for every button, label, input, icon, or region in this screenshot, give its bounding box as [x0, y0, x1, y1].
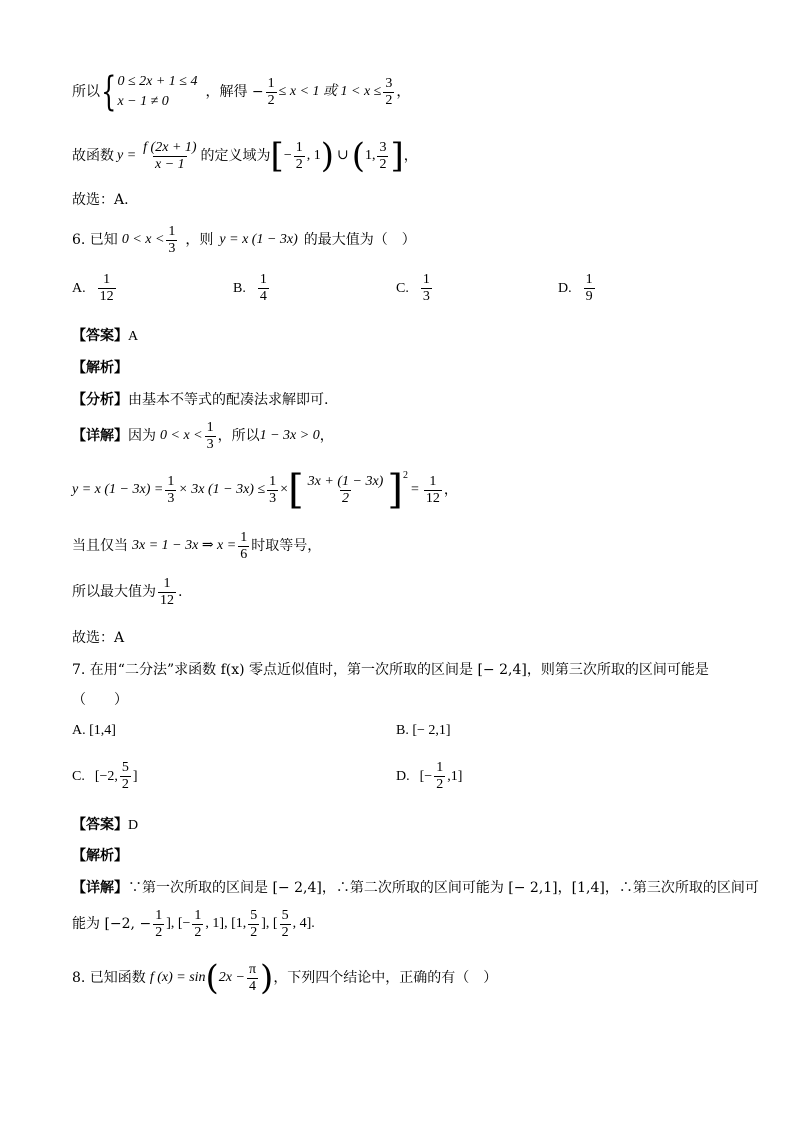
fraction: $\frac{\pi}{4}$: [248, 961, 257, 994]
detail-tag: 【详解】: [72, 428, 128, 444]
fraction: $\frac{1}{3}$: [422, 272, 430, 304]
text: 0 < x <: [160, 428, 203, 443]
answer-tag: 【答案】: [72, 328, 128, 344]
text: ≤ x < 1 或 1 < x ≤: [278, 84, 382, 99]
option-d[interactable]: [396, 760, 462, 793]
fraction: $\frac{1}{3}$: [269, 473, 277, 506]
bracket: ): [260, 958, 274, 998]
detail-7-line-2: [72, 904, 734, 944]
text: ，所以: [217, 428, 260, 444]
fraction: $\frac{1}{4}$: [259, 272, 267, 304]
text: 所以最大值为: [72, 584, 156, 600]
text: 8. 已知函数: [72, 970, 146, 986]
text: −: [283, 148, 292, 163]
text: ], [−: [166, 916, 191, 931]
bracket: ]: [390, 136, 404, 176]
text: , 4].: [292, 916, 315, 931]
option-c[interactable]: [72, 760, 138, 793]
text: 当且仅当: [72, 538, 128, 554]
text: 故函数: [72, 148, 114, 164]
system-row-2: x − 1 ≠ 0: [117, 94, 169, 109]
text: , 1: [306, 148, 321, 163]
system-row-1: 0 ≤ 2x + 1 ≤ 4: [117, 74, 198, 89]
option-label: C.: [396, 280, 409, 296]
text: 时取等号，: [251, 538, 322, 554]
fraction: $\frac{1}{3}$: [168, 223, 176, 256]
solution-line-system: [72, 70, 734, 114]
text: × 3x (1 − 3x) ≤: [178, 482, 266, 497]
option-label: B.: [233, 280, 246, 296]
text: ×: [280, 482, 289, 497]
text: y = x (1 − 3x) =: [72, 482, 164, 497]
fraction: $\frac{3}{2}$: [385, 75, 393, 108]
text: ，: [396, 84, 411, 100]
text: ,1]: [447, 768, 463, 784]
equation-6: [72, 466, 734, 514]
fraction: $\frac{5}{2}$: [281, 907, 289, 940]
max-value-line: [72, 572, 734, 612]
text: ，解得 −: [205, 84, 264, 100]
fraction: $\frac{1}{2}$: [295, 139, 303, 172]
fraction: $\frac{5}{2}$: [250, 907, 258, 940]
option-label: C.: [72, 768, 85, 784]
equality-condition: [72, 526, 734, 566]
fraction: $\frac{1}{2}$: [267, 75, 275, 108]
analysis-heading: 【解析】: [72, 848, 128, 864]
text: [−: [419, 768, 433, 784]
option-c[interactable]: [396, 272, 434, 305]
answer-value: A: [128, 329, 139, 344]
fraction: $\frac{1}{3}$: [167, 473, 175, 506]
selection-line: 故选：A: [72, 630, 125, 646]
fraction: $\frac{1}{2}$: [155, 907, 163, 940]
question-8: [72, 956, 734, 1000]
fraction: $\frac{1}{12}$: [99, 272, 114, 304]
inequality-system: [117, 72, 197, 112]
option-a[interactable]: [72, 272, 118, 305]
fraction: $\frac{3}{2}$: [379, 139, 387, 172]
fraction: $\frac{5}{2}$: [121, 760, 129, 792]
option-b[interactable]: [396, 721, 451, 741]
selection-line: 故选：A.: [72, 192, 129, 208]
bracket: ]: [387, 467, 403, 513]
option-b[interactable]: [233, 272, 271, 305]
analysis-tag: 【分析】: [72, 392, 128, 408]
bracket: (: [351, 136, 365, 176]
fraction: $\frac{1}{2}$: [436, 760, 444, 792]
bracket: [: [288, 467, 304, 513]
detail-6: [72, 416, 734, 456]
text: 1,: [364, 148, 376, 163]
text: 所以: [72, 84, 100, 100]
bracket: ): [320, 136, 334, 176]
text: ，: [443, 482, 458, 498]
text: 的最大值为（ ）: [303, 232, 416, 248]
detail-text: ∵第一次所取的区间是 [− 2,4]，∴第二次所取的区间可能为 [− 2,1]，[1,4]，∴第三次所取的区间可: [128, 880, 759, 896]
answer-value: D: [128, 818, 139, 833]
text: 0 < x <: [121, 232, 165, 247]
bracket: [: [270, 136, 284, 176]
text: 3x = 1 − 3x ⇒ x =: [132, 538, 237, 553]
text: f (x) = sin: [149, 970, 206, 985]
option-label: D.: [396, 768, 410, 784]
option-d[interactable]: [558, 272, 597, 305]
text: 2x −: [218, 970, 245, 985]
answer-7: [72, 815, 734, 836]
analysis-text: 由基本不等式的配凑法求解即可.: [128, 392, 329, 408]
left-brace-icon: {: [101, 69, 117, 115]
fraction: $\frac{1}{9}$: [585, 272, 593, 304]
text: ]: [132, 768, 138, 784]
exponent: 2: [402, 470, 408, 481]
text: ∪: [336, 148, 349, 163]
option-label: D.: [558, 280, 572, 296]
question-7-line-2: （ ）: [72, 692, 128, 708]
text: 1 − 3x > 0: [259, 428, 320, 443]
text: 的定义域为: [200, 148, 271, 164]
text: ，: [319, 428, 334, 444]
option-text: B. [− 2,1]: [396, 723, 451, 738]
text: 因为: [128, 428, 156, 444]
text: ，: [403, 148, 418, 164]
text: [−2,: [94, 768, 118, 784]
fraction: $\frac{1}{2}$: [194, 907, 202, 940]
fraction: $\frac{1}{12}$: [425, 473, 440, 506]
bracket: (: [205, 958, 219, 998]
text: ，则: [185, 232, 214, 248]
text: =: [410, 482, 419, 497]
text: y =: [117, 148, 137, 163]
option-label: A.: [72, 280, 86, 296]
fraction: $\frac{3x + (1 - 3x)}{2}$: [307, 473, 384, 506]
text: .: [178, 584, 183, 600]
fraction: $\frac{1}{6}$: [240, 529, 248, 562]
detail-7-line-1: [72, 878, 759, 898]
analysis-heading: 【解析】: [72, 360, 128, 376]
option-a[interactable]: [72, 721, 116, 741]
fraction: $\frac{1}{12}$: [160, 575, 174, 608]
question-7-line-1: 7. 在用“二分法”求函数 f(x) 零点近似值时，第一次所取的区间是 [− 2,4]，则第三次所取的区间可能是: [72, 662, 709, 678]
fraction: $\frac{1}{3}$: [206, 419, 214, 452]
text: y = x (1 − 3x): [219, 232, 298, 247]
text: ], [: [261, 916, 278, 931]
text: ，下列四个结论中，正确的有（ ）: [273, 970, 498, 986]
analysis-6: [72, 390, 734, 410]
fraction: $\frac{f (2x + 1)}{x - 1}$: [143, 139, 197, 172]
text: , 1], [1,: [205, 916, 247, 931]
question-6: [72, 222, 734, 258]
option-text: A. [1,4]: [72, 723, 116, 738]
solution-line-domain: [72, 134, 734, 178]
text: 6. 已知: [72, 232, 118, 248]
text: 能为 [−2, −: [72, 916, 152, 932]
answer-tag: 【答案】: [72, 817, 128, 833]
detail-tag: 【详解】: [72, 880, 128, 896]
answer-6: [72, 326, 734, 347]
